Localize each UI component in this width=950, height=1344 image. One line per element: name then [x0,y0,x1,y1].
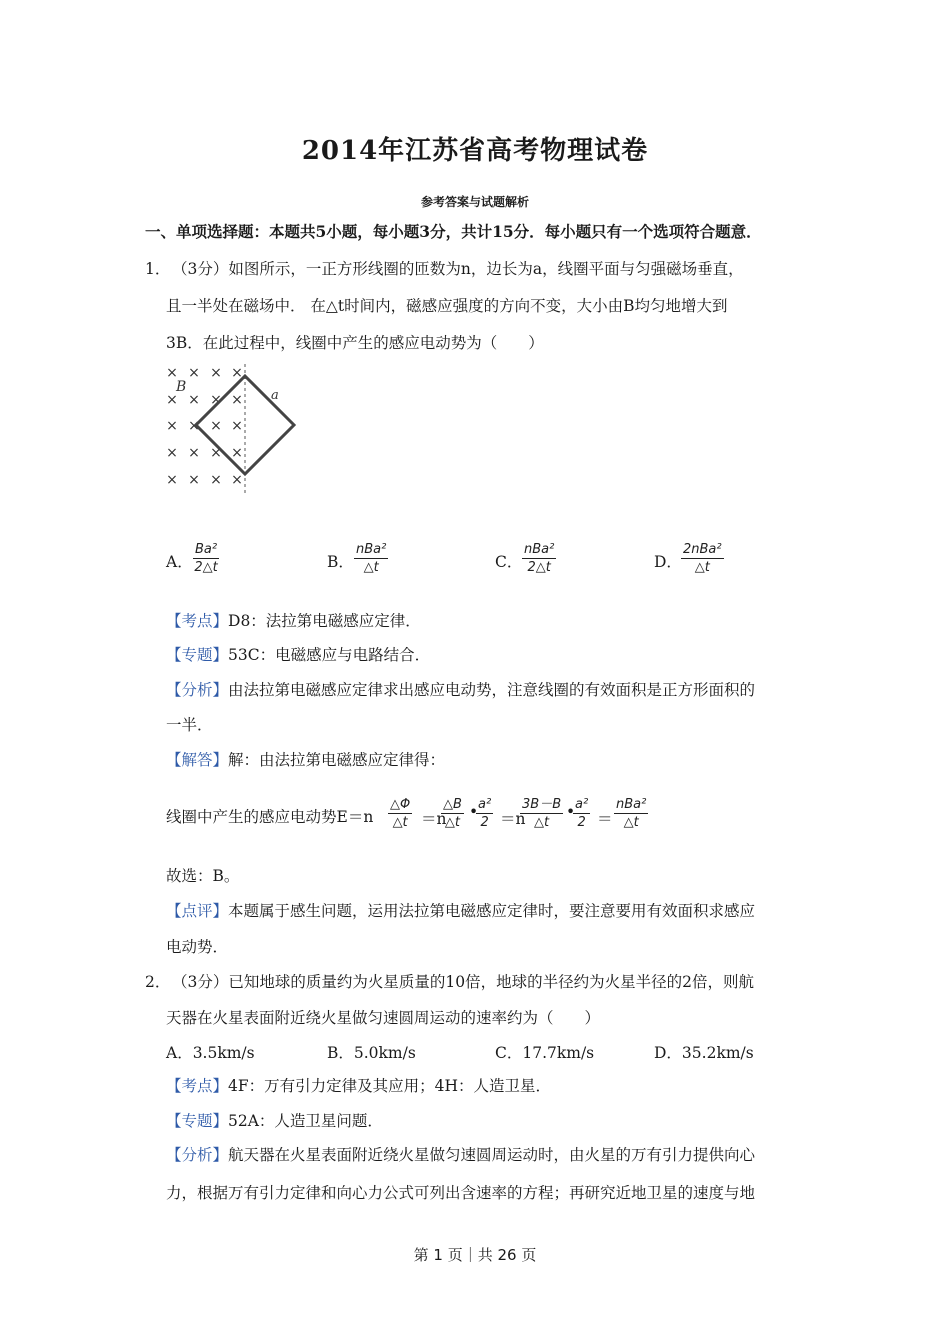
eq-equals: ＝ [597,810,613,828]
field-cross: × [210,365,222,381]
page-footer: 第 1 页｜共 26 页 [413,1246,537,1264]
field-cross: × [210,418,222,434]
eq-fraction-area: $\frac{\text{a²}}{2}$ [478,797,492,830]
side-label: a [271,388,279,403]
q2-fenxi-cont: 力，根据万有引力定律和向心力公式可列出含速率的方程；再研究近地卫星的速度与地 [166,1184,756,1202]
q2-stem-line2: 天器在火星表面附近绕火星做匀速圆周运动的速率约为（ ） [166,1009,601,1027]
field-cross: × [166,445,178,461]
eq-fraction-flux: $\frac{\triangle\Phi}{\triangle t}$ [390,797,411,830]
q2-number: 2． [145,973,171,991]
eq-equals: ＝n [500,810,526,828]
q2-fenxi: 【分析】航天器在火星表面附近绕火星做匀速圆周运动时，由火星的万有引力提供向心 [166,1146,756,1164]
eq-dot: • [566,803,576,821]
q1-option-a-formula: $\frac{\text{Ba²}}{2\triangle t}$ [194,542,218,575]
q2-option-d: D．35.2km/s [654,1044,754,1062]
q1-fenxi: 【分析】由法拉第电磁感应定律求出感应电动势，注意线圈的有效面积是正方形面积的 [166,681,756,699]
field-cross: × [188,392,200,408]
q1-dianping: 【点评】本题属于感生问题，运用法拉第电磁感应定律时，要注意要用有效面积求感应 [166,902,756,920]
magnetic-field-figure [160,362,305,497]
field-cross: × [231,392,243,408]
field-cross: × [166,365,178,381]
q1-kaodian: 【考点】D8：法拉第电磁感应定律． [166,612,421,630]
field-cross: × [231,365,243,381]
q1-option-c-label: C． [495,553,523,571]
q1-option-c-formula: nBa² 2△t [524,542,555,575]
eq-fraction-area: $\frac{\text{a²}}{2}$ [575,797,589,830]
section-heading: 一、单项选择题：本题共5小题，每小题3分，共计15分．每小题只有一个选项符合题意． [145,222,762,241]
q2-option-b: B．5.0km/s [327,1044,416,1062]
q1-option-b-label: B． [327,553,354,571]
q1-fenxi-cont: 一半． [166,716,213,734]
field-cross: × [210,392,222,408]
eq-fraction-db: $\frac{\triangle B}{\triangle t}$ [443,797,462,830]
q2-zhuanti: 【专题】52A：人造卫星问题． [166,1112,383,1130]
field-cross: × [188,472,200,488]
q1-stem-line2: 且一半处在磁场中． 在△t时间内，磁感应强度的方向不变，大小由B均匀地增大到 [166,297,728,315]
q1-equation-prefix: 线圈中产生的感应电动势E＝n [166,808,374,826]
q1-jieda: 【解答】解：由法拉第电磁感应定律得： [166,751,446,769]
q1-option-d-formula: 2nBa² △t [683,542,722,575]
field-cross: × [188,365,200,381]
q1-zhuanti: 【专题】53C：电磁感应与电路结合． [166,646,431,664]
q1-dianping-cont: 电动势． [166,938,229,956]
eq-fraction-result: nBa² △t [616,797,647,830]
page-title: 2014年江苏省高考物理试卷 [301,136,649,166]
page-subtitle: 参考答案与试题解析 [420,195,529,209]
field-cross: × [188,418,200,434]
field-cross: × [210,472,222,488]
q1-answer: 故选：B。 [166,867,240,885]
eq-equals: ＝n [421,810,447,828]
q2-option-a: A．3.5km/s [166,1044,255,1062]
q1-option-d-label: D． [654,553,682,571]
eq-fraction-3b: $\frac{3B-B}{\triangle t}$ [522,797,562,830]
q1-option-b-formula: nBa² △t [356,542,387,575]
q2-option-c: C．17.7km/s [495,1044,595,1062]
q1-number: 1． [145,260,171,278]
field-cross: × [166,472,178,488]
field-cross: × [210,445,222,461]
q1-stem-line3: 3B．在此过程中，线圈中产生的感应电动势为（ ） [166,334,544,352]
eq-dot: • [469,803,479,821]
field-cross: × [166,392,178,408]
field-cross: × [231,445,243,461]
field-cross: × [166,418,178,434]
field-cross: × [231,472,243,488]
q2-kaodian: 【考点】4F：万有引力定律及其应用；4H：人造卫星． [166,1077,552,1095]
q2-stem-line1: （3分）已知地球的质量约为火星质量的10倍，地球的半径约为火星半径的2倍，则航 [172,973,754,991]
field-cross: × [231,418,243,434]
q1-stem-line1: （3分）如图所示，一正方形线圈的匝数为n，边长为a，线圈平面与匀强磁场垂直， [172,260,744,278]
field-cross: × [188,445,200,461]
q1-option-a-label: A． [166,553,193,571]
field-label: B [176,379,187,395]
